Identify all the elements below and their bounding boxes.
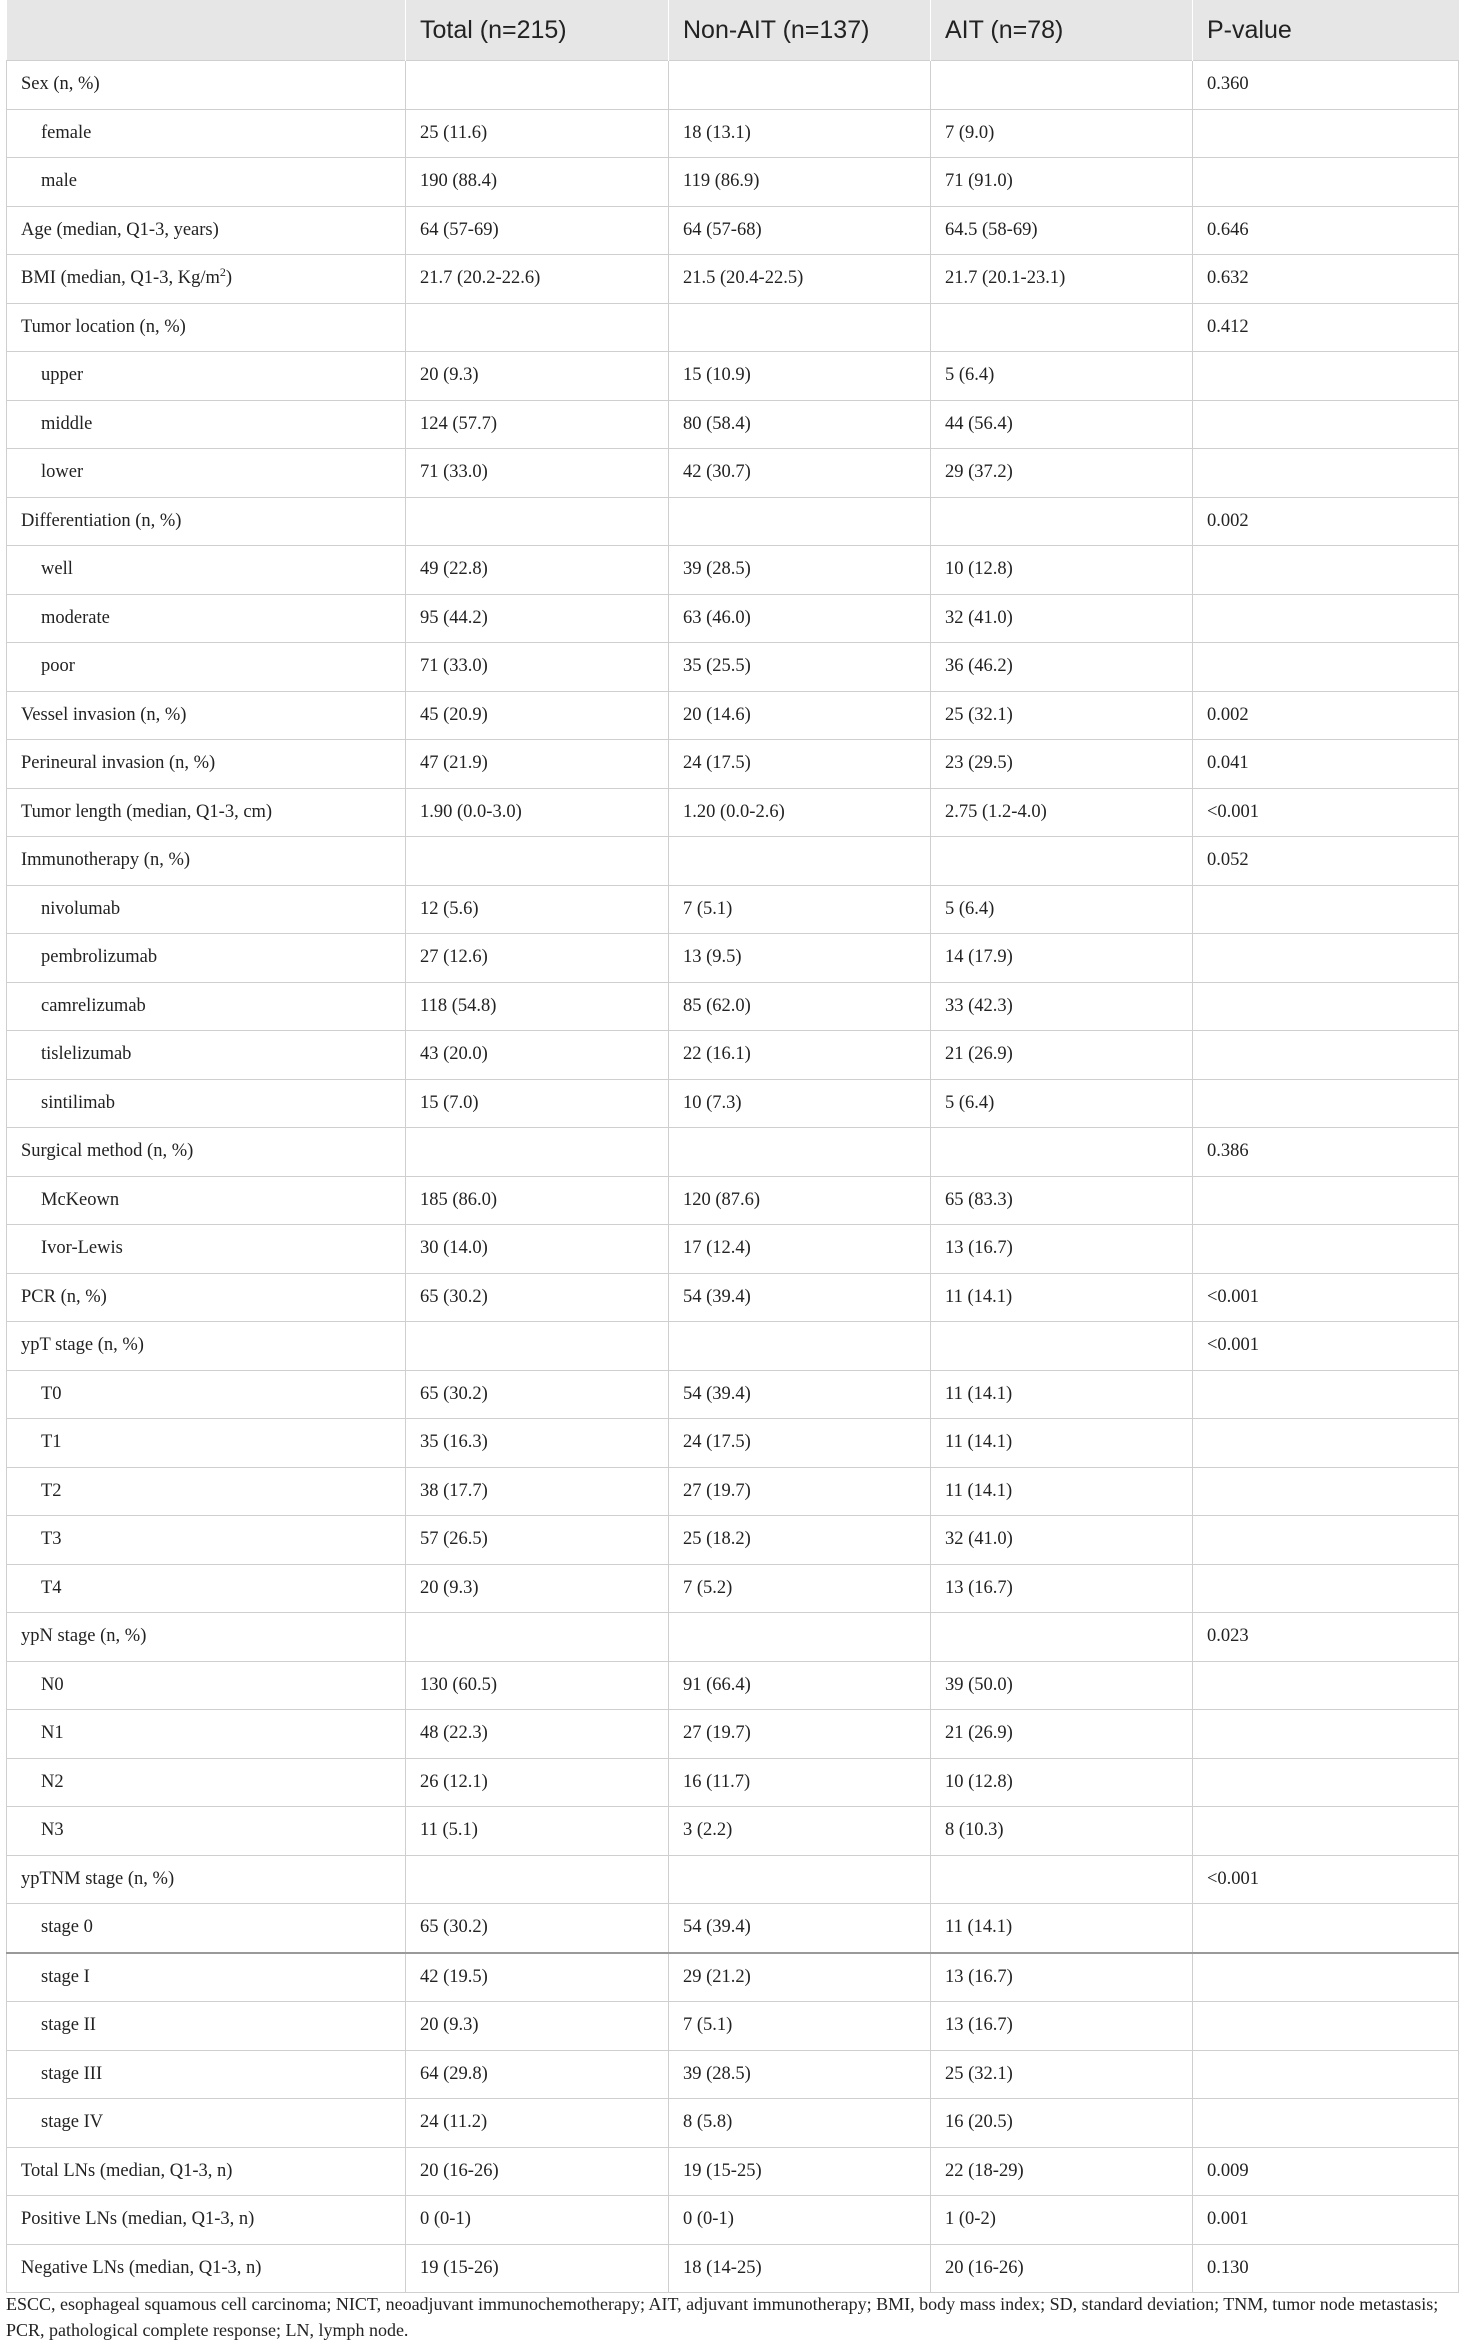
cell-p-value: 0.041 [1193,740,1459,789]
row-label: Tumor location (n, %) [7,303,406,352]
row-label: ypN stage (n, %) [7,1613,406,1662]
table-row [7,691,1459,740]
cell-non-ait: 54 (39.4) [669,1904,931,1953]
table-row [7,1904,1459,1953]
cell-non-ait: 25 (18.2) [669,1516,931,1565]
table-row [7,352,1459,401]
row-label: Ivor-Lewis [7,1225,406,1274]
row-label: Perineural invasion (n, %) [7,740,406,789]
cell-p-value: 0.002 [1193,691,1459,740]
cell-non-ait [669,61,931,110]
cell-non-ait: 1.20 (0.0-2.6) [669,788,931,837]
cell-non-ait: 85 (62.0) [669,982,931,1031]
cell-ait: 13 (16.7) [931,2002,1193,2051]
cell-non-ait [669,1613,931,1662]
cell-p-value [1193,1758,1459,1807]
row-label: Vessel invasion (n, %) [7,691,406,740]
cell-p-value: 0.001 [1193,2196,1459,2245]
cell-non-ait: 42 (30.7) [669,449,931,498]
cell-non-ait: 27 (19.7) [669,1710,931,1759]
cell-non-ait: 35 (25.5) [669,643,931,692]
cell-total: 11 (5.1) [406,1807,669,1856]
cell-ait: 8 (10.3) [931,1807,1193,1856]
table-row [7,885,1459,934]
table-row [7,2147,1459,2196]
table-row [7,546,1459,595]
cell-p-value [1193,2050,1459,2099]
row-label: upper [7,352,406,401]
cell-p-value [1193,2002,1459,2051]
table-row [7,206,1459,255]
cell-non-ait: 18 (13.1) [669,109,931,158]
table-body [7,61,1459,2293]
cell-p-value [1193,546,1459,595]
cell-non-ait: 80 (58.4) [669,400,931,449]
row-label: lower [7,449,406,498]
cell-total: 26 (12.1) [406,1758,669,1807]
cell-p-value [1193,1031,1459,1080]
cell-p-value [1193,1807,1459,1856]
cell-ait [931,1613,1193,1662]
cell-total: 64 (57-69) [406,206,669,255]
cell-non-ait: 91 (66.4) [669,1661,931,1710]
header-variable [7,0,406,61]
row-label: T1 [7,1419,406,1468]
cell-total: 190 (88.4) [406,158,669,207]
baseline-characteristics-table-container [6,0,1458,2293]
row-label: Surgical method (n, %) [7,1128,406,1177]
cell-ait: 2.75 (1.2-4.0) [931,788,1193,837]
cell-non-ait: 120 (87.6) [669,1176,931,1225]
cell-non-ait: 22 (16.1) [669,1031,931,1080]
cell-total: 35 (16.3) [406,1419,669,1468]
cell-total: 118 (54.8) [406,982,669,1031]
cell-ait: 32 (41.0) [931,594,1193,643]
cell-total [406,303,669,352]
cell-p-value [1193,1467,1459,1516]
table-row [7,1079,1459,1128]
cell-total [406,1128,669,1177]
row-label: Differentiation (n, %) [7,497,406,546]
cell-ait: 20 (16-26) [931,2244,1193,2293]
cell-p-value: 0.130 [1193,2244,1459,2293]
cell-ait: 10 (12.8) [931,1758,1193,1807]
cell-ait: 5 (6.4) [931,352,1193,401]
row-label: N1 [7,1710,406,1759]
cell-total [406,837,669,886]
table-row [7,2196,1459,2245]
cell-p-value: 0.009 [1193,2147,1459,2196]
cell-p-value: 0.052 [1193,837,1459,886]
row-label: T2 [7,1467,406,1516]
cell-non-ait: 7 (5.1) [669,2002,931,2051]
baseline-characteristics-table [6,0,1459,2293]
cell-non-ait: 7 (5.2) [669,1564,931,1613]
table-row [7,934,1459,983]
row-label: sintilimab [7,1079,406,1128]
cell-total: 25 (11.6) [406,109,669,158]
cell-ait [931,1128,1193,1177]
table-row [7,2244,1459,2293]
cell-total: 20 (9.3) [406,352,669,401]
cell-total: 21.7 (20.2-22.6) [406,255,669,304]
cell-non-ait [669,1322,931,1371]
header-p-value: P-value [1193,0,1459,61]
table-row [7,449,1459,498]
cell-non-ait: 20 (14.6) [669,691,931,740]
row-label: ypT stage (n, %) [7,1322,406,1371]
table-row [7,1564,1459,1613]
cell-ait [931,303,1193,352]
cell-non-ait: 54 (39.4) [669,1370,931,1419]
cell-p-value [1193,1176,1459,1225]
cell-ait: 23 (29.5) [931,740,1193,789]
cell-ait: 29 (37.2) [931,449,1193,498]
cell-total: 64 (29.8) [406,2050,669,2099]
cell-p-value [1193,2099,1459,2148]
cell-total: 19 (15-26) [406,2244,669,2293]
row-label: T0 [7,1370,406,1419]
table-row [7,1467,1459,1516]
cell-ait [931,1855,1193,1904]
cell-p-value [1193,1564,1459,1613]
cell-total: 71 (33.0) [406,643,669,692]
cell-non-ait: 21.5 (20.4-22.5) [669,255,931,304]
cell-total: 20 (16-26) [406,2147,669,2196]
row-label: PCR (n, %) [7,1273,406,1322]
row-label-suffix: ) [225,268,233,289]
cell-total [406,61,669,110]
cell-ait: 14 (17.9) [931,934,1193,983]
cell-ait: 36 (46.2) [931,643,1193,692]
cell-ait: 65 (83.3) [931,1176,1193,1225]
row-label: Immunotherapy (n, %) [7,837,406,886]
table-row [7,1855,1459,1904]
cell-ait: 13 (16.7) [931,1225,1193,1274]
row-label: female [7,109,406,158]
cell-ait: 7 (9.0) [931,109,1193,158]
cell-non-ait: 64 (57-68) [669,206,931,255]
cell-ait: 11 (14.1) [931,1467,1193,1516]
cell-total: 15 (7.0) [406,1079,669,1128]
row-label: male [7,158,406,207]
cell-total: 185 (86.0) [406,1176,669,1225]
cell-ait: 33 (42.3) [931,982,1193,1031]
cell-ait: 25 (32.1) [931,2050,1193,2099]
cell-ait: 11 (14.1) [931,1419,1193,1468]
row-label: T4 [7,1564,406,1613]
cell-ait: 5 (6.4) [931,1079,1193,1128]
cell-p-value [1193,1710,1459,1759]
cell-ait: 11 (14.1) [931,1904,1193,1953]
table-row [7,594,1459,643]
cell-non-ait: 19 (15-25) [669,2147,931,2196]
row-label: Tumor length (median, Q1-3, cm) [7,788,406,837]
row-label: McKeown [7,1176,406,1225]
row-label: N0 [7,1661,406,1710]
table-row [7,1419,1459,1468]
table-row [7,158,1459,207]
table-row [7,1661,1459,1710]
cell-total: 65 (30.2) [406,1370,669,1419]
cell-p-value [1193,352,1459,401]
cell-p-value [1193,158,1459,207]
cell-total: 65 (30.2) [406,1904,669,1953]
table-row [7,982,1459,1031]
cell-non-ait: 63 (46.0) [669,594,931,643]
row-label: Positive LNs (median, Q1-3, n) [7,2196,406,2245]
cell-p-value [1193,1661,1459,1710]
cell-p-value [1193,449,1459,498]
cell-non-ait [669,303,931,352]
header-ait: AIT (n=78) [931,0,1193,61]
cell-ait: 5 (6.4) [931,885,1193,934]
cell-p-value: <0.001 [1193,1273,1459,1322]
cell-total [406,1855,669,1904]
row-label: poor [7,643,406,692]
table-row [7,1176,1459,1225]
cell-non-ait: 119 (86.9) [669,158,931,207]
row-label: ypTNM stage (n, %) [7,1855,406,1904]
table-row [7,303,1459,352]
cell-total [406,1322,669,1371]
cell-ait [931,837,1193,886]
cell-p-value: 0.412 [1193,303,1459,352]
cell-total: 65 (30.2) [406,1273,669,1322]
table-footnote: ESCC, esophageal squamous cell carcinoma; NICT, neoadjuvant immunochemotherapy; AIT, adjuvant immunotherapy; BMI, body mass index; SD, standard deviation; TNM, tumor node metastasis; PCR, pathological complete response; LN, lymph node. [6,2294,1439,2340]
cell-total: 12 (5.6) [406,885,669,934]
row-label: N2 [7,1758,406,1807]
cell-total: 48 (22.3) [406,1710,669,1759]
table-row [7,2002,1459,2051]
cell-p-value: <0.001 [1193,1322,1459,1371]
row-label: T3 [7,1516,406,1565]
cell-ait [931,61,1193,110]
cell-p-value [1193,1419,1459,1468]
cell-ait: 21 (26.9) [931,1031,1193,1080]
table-row [7,837,1459,886]
table-row [7,1758,1459,1807]
table-row [7,61,1459,110]
table-row [7,1322,1459,1371]
cell-non-ait: 39 (28.5) [669,2050,931,2099]
row-label-superscript: 2 [219,265,226,280]
cell-non-ait: 24 (17.5) [669,740,931,789]
cell-total [406,1613,669,1662]
cell-total: 0 (0-1) [406,2196,669,2245]
row-label: Negative LNs (median, Q1-3, n) [7,2244,406,2293]
cell-p-value: 0.002 [1193,497,1459,546]
table-row [7,497,1459,546]
table-row [7,1953,1459,2002]
cell-non-ait: 18 (14-25) [669,2244,931,2293]
table-row [7,788,1459,837]
cell-ait: 16 (20.5) [931,2099,1193,2148]
row-label: stage IV [7,2099,406,2148]
cell-total: 71 (33.0) [406,449,669,498]
cell-non-ait: 17 (12.4) [669,1225,931,1274]
cell-non-ait: 27 (19.7) [669,1467,931,1516]
cell-total [406,497,669,546]
row-label: well [7,546,406,595]
cell-p-value [1193,1370,1459,1419]
row-label: stage I [7,1953,406,2002]
row-label: stage III [7,2050,406,2099]
table-row [7,1370,1459,1419]
cell-p-value [1193,934,1459,983]
cell-non-ait: 8 (5.8) [669,2099,931,2148]
cell-ait: 39 (50.0) [931,1661,1193,1710]
cell-ait: 10 (12.8) [931,546,1193,595]
cell-ait: 11 (14.1) [931,1370,1193,1419]
cell-ait: 64.5 (58-69) [931,206,1193,255]
row-label-text: BMI (median, Q1-3, Kg/m [21,268,220,289]
table-row [7,740,1459,789]
cell-ait: 11 (14.1) [931,1273,1193,1322]
cell-p-value: 0.632 [1193,255,1459,304]
cell-non-ait: 54 (39.4) [669,1273,931,1322]
cell-p-value [1193,885,1459,934]
table-row [7,1516,1459,1565]
cell-p-value [1193,982,1459,1031]
cell-p-value [1193,1904,1459,1953]
cell-p-value: 0.023 [1193,1613,1459,1662]
cell-non-ait [669,837,931,886]
cell-total: 43 (20.0) [406,1031,669,1080]
table-row [7,255,1459,304]
cell-ait: 21 (26.9) [931,1710,1193,1759]
row-label: N3 [7,1807,406,1856]
cell-total: 57 (26.5) [406,1516,669,1565]
cell-total: 95 (44.2) [406,594,669,643]
table-row [7,1807,1459,1856]
cell-total: 24 (11.2) [406,2099,669,2148]
cell-total: 20 (9.3) [406,1564,669,1613]
cell-ait [931,1322,1193,1371]
table-row [7,2050,1459,2099]
table-row [7,109,1459,158]
cell-ait: 1 (0-2) [931,2196,1193,2245]
cell-total: 45 (20.9) [406,691,669,740]
cell-non-ait: 7 (5.1) [669,885,931,934]
row-label: stage 0 [7,1904,406,1953]
cell-ait: 21.7 (20.1-23.1) [931,255,1193,304]
cell-total: 30 (14.0) [406,1225,669,1274]
row-label: moderate [7,594,406,643]
header-non-ait: Non-AIT (n=137) [669,0,931,61]
cell-non-ait: 29 (21.2) [669,1953,931,2002]
cell-total: 1.90 (0.0-3.0) [406,788,669,837]
cell-non-ait: 3 (2.2) [669,1807,931,1856]
row-label: Total LNs (median, Q1-3, n) [7,2147,406,2196]
table-row [7,1710,1459,1759]
table-row [7,1128,1459,1177]
table-row [7,1031,1459,1080]
header-total: Total (n=215) [406,0,669,61]
table-row [7,1273,1459,1322]
cell-total: 27 (12.6) [406,934,669,983]
cell-total: 42 (19.5) [406,1953,669,2002]
cell-non-ait [669,497,931,546]
cell-non-ait: 10 (7.3) [669,1079,931,1128]
cell-p-value: 0.646 [1193,206,1459,255]
row-label: stage II [7,2002,406,2051]
cell-p-value [1193,1516,1459,1565]
row-label: pembrolizumab [7,934,406,983]
cell-p-value [1193,109,1459,158]
cell-total: 20 (9.3) [406,2002,669,2051]
row-label: Age (median, Q1-3, years) [7,206,406,255]
table-row [7,1613,1459,1662]
row-label: nivolumab [7,885,406,934]
row-label: tislelizumab [7,1031,406,1080]
cell-p-value: 0.360 [1193,61,1459,110]
cell-ait: 13 (16.7) [931,1564,1193,1613]
cell-non-ait: 16 (11.7) [669,1758,931,1807]
cell-p-value [1193,1079,1459,1128]
table-row [7,1225,1459,1274]
cell-non-ait [669,1855,931,1904]
cell-ait: 44 (56.4) [931,400,1193,449]
cell-total: 124 (57.7) [406,400,669,449]
table-row [7,400,1459,449]
cell-non-ait: 39 (28.5) [669,546,931,595]
cell-non-ait: 13 (9.5) [669,934,931,983]
cell-non-ait [669,1128,931,1177]
cell-p-value [1193,594,1459,643]
cell-ait: 22 (18-29) [931,2147,1193,2196]
cell-total: 47 (21.9) [406,740,669,789]
row-label: camrelizumab [7,982,406,1031]
table-header-row [7,0,1459,61]
row-label [7,255,406,304]
row-label: middle [7,400,406,449]
row-label: Sex (n, %) [7,61,406,110]
cell-p-value [1193,643,1459,692]
cell-p-value [1193,1953,1459,2002]
cell-total: 130 (60.5) [406,1661,669,1710]
cell-p-value: 0.386 [1193,1128,1459,1177]
cell-ait: 32 (41.0) [931,1516,1193,1565]
cell-p-value [1193,400,1459,449]
cell-ait: 25 (32.1) [931,691,1193,740]
cell-total: 38 (17.7) [406,1467,669,1516]
cell-non-ait: 24 (17.5) [669,1419,931,1468]
cell-non-ait: 0 (0-1) [669,2196,931,2245]
table-row [7,643,1459,692]
cell-total: 49 (22.8) [406,546,669,595]
cell-p-value: <0.001 [1193,788,1459,837]
cell-p-value [1193,1225,1459,1274]
cell-ait: 71 (91.0) [931,158,1193,207]
table-row [7,2099,1459,2148]
cell-p-value: <0.001 [1193,1855,1459,1904]
cell-ait [931,497,1193,546]
cell-non-ait: 15 (10.9) [669,352,931,401]
cell-ait: 13 (16.7) [931,1953,1193,2002]
